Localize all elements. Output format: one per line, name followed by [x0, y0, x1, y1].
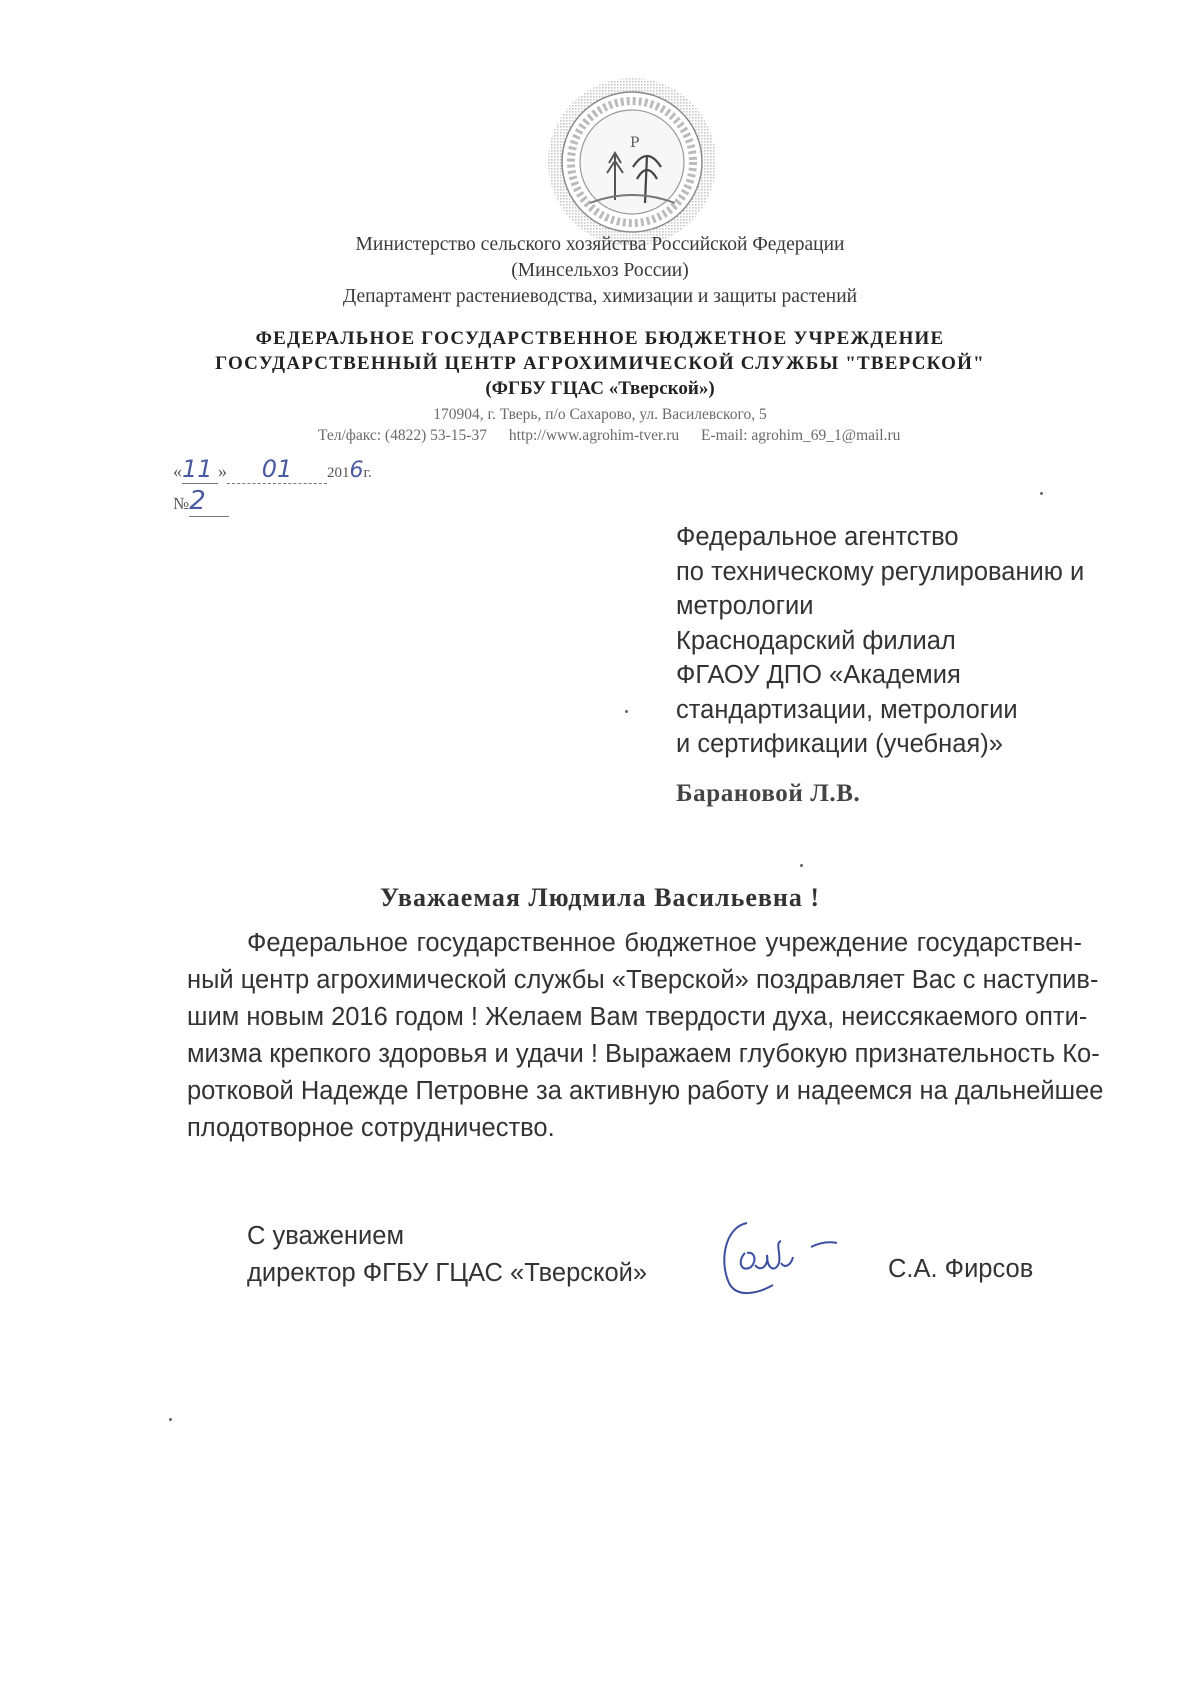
org-name-line2: ГОСУДАРСТВЕННЫЙ ЦЕНТР АГРОХИМИЧЕСКОЙ СЛУЖБЫ "ТВЕРСКОЙ" [215, 353, 985, 374]
letter-number [173, 486, 229, 517]
closing-block [247, 1218, 647, 1292]
recipient-line: по техническому регулированию и [676, 557, 1085, 586]
body-line: ный центр агрохимической службы «Тверской» поздравляет Вас с наступив- [187, 966, 1099, 994]
closing-regards: С уважением [247, 1222, 404, 1250]
scan-speck [625, 710, 628, 713]
number-label: № [173, 494, 190, 513]
date-year-digit: 6 [349, 458, 364, 483]
scan-speck [169, 1418, 172, 1421]
body-line: плодотворное сотрудничество. [187, 1114, 555, 1142]
body-line: ротковой Надежде Петровне за активную работу и надеемся на дальнейшее [187, 1077, 1104, 1105]
email-text: E-mail: agrohim_69_1@mail.ru [701, 427, 901, 444]
org-name-line1: ФЕДЕРАЛЬНОЕ ГОСУДАРСТВЕННОЕ БЮДЖЕТНОЕ УЧРЕЖДЕНИЕ [255, 328, 945, 349]
letter-body [187, 925, 1104, 1147]
handwritten-signature-icon [715, 1213, 855, 1303]
number-value: 2 [189, 486, 229, 517]
date-year-suffix: г. [363, 465, 372, 481]
recipient-line: ФГАОУ ДПО «Академия [676, 661, 961, 689]
phone-text: Тел/факс: (4822) 53-15-37 [318, 427, 487, 444]
date-quote-open: « [173, 461, 182, 481]
greeting: Уважаемая Людмила Васильевна ! [379, 883, 821, 912]
body-line: Федеральное государственное бюджетное учреждение государствен- [247, 929, 1082, 957]
recipient-line: Федеральное агентство [676, 523, 959, 551]
signer-position: директор ФГБУ ГЦАС «Тверской» [247, 1259, 648, 1287]
svg-text:Р: Р [630, 135, 640, 151]
scan-speck [800, 864, 803, 867]
scan-speck [1040, 492, 1043, 495]
recipient-line: Краснодарский филиал [676, 626, 956, 655]
recipient-block [676, 520, 1156, 762]
date-quote-close: » [218, 461, 227, 481]
recipient-line: метрологии [676, 592, 814, 620]
date-month: 01 [227, 455, 327, 484]
department-name: Департамент растениеводства, химизации и защиты растений [342, 286, 858, 307]
recipient-line: стандартизации, метрологии [676, 695, 1018, 724]
body-line: мизма крепкого здоровья и удачи ! Выражаем глубокую признательность Ко- [187, 1040, 1100, 1068]
date-year-prefix: 201 [327, 465, 350, 481]
signer-name: С.А. Фирсов [888, 1255, 1034, 1283]
seal-emblem-icon [545, 75, 720, 250]
contact-line [318, 427, 998, 445]
ministry-short-name: (Минсельхоз России) [511, 260, 689, 281]
ministry-name: Министерство сельского хозяйства Российской Федерации [355, 234, 845, 255]
org-short-name: (ФГБУ ГЦАС «Тверской») [485, 378, 715, 399]
website-link[interactable]: http://www.agrohim-tver.ru [508, 427, 680, 444]
body-line: шим новым 2016 годом ! Желаем Вам твердости духа, неиссякаемого опти- [187, 1003, 1088, 1031]
org-address: 170904, г. Тверь, п/о Сахарово, ул. Василевского, 5 [433, 406, 767, 423]
recipient-line: и сертификации (учебная)» [676, 730, 1003, 758]
date-day: 11 [182, 455, 218, 484]
addressee-name: Барановой Л.В. [676, 780, 861, 807]
letter-date [173, 455, 372, 484]
